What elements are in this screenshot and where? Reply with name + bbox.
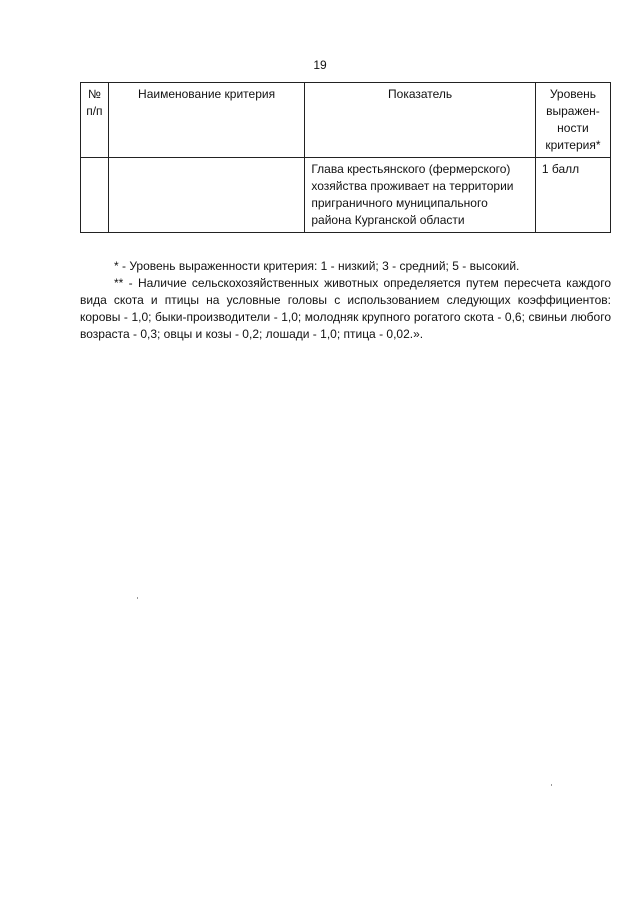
scan-speck [137,597,138,599]
row-level-cell: 1 балл [535,158,610,233]
header-indicator: Показатель [305,83,536,158]
row-indicator-cell: Глава крестьянского (фермерского) хозяйства проживает на территории приграничного муниципального района Курганской области [305,158,536,233]
header-number: № п/п [81,83,109,158]
page-number: 19 [313,58,327,72]
footnote-livestock-coefficients: ** - Наличие сельскохозяйственных животных определяется путем пересчета каждого вида скота и птицы на условные головы с использованием следующих коэффициентов: коровы - 1,0; быки-производители - 1,0; молодняк крупного рогатого скота - 0,6; свиньи любого возраста - 0,3; овцы и козы - 0,2; лошади - 1,0; птица - 0,02.». [80,276,611,341]
row-number-cell [81,158,109,233]
footnote-criterion-levels: * - Уровень выраженности критерия: 1 - низкий; 3 - средний; 5 - высокий. [114,259,520,273]
table-row [81,158,611,233]
table-body [81,158,611,233]
header-criterion-level: Уровень выражен-ности критерия* [535,83,610,158]
header-criterion-name: Наименование критерия [108,83,305,158]
footnotes [80,258,611,343]
row-criterion-name-cell [108,158,305,233]
criteria-table [80,82,611,233]
scan-speck [551,784,552,786]
table-header-row [81,83,611,158]
table-header [81,83,611,158]
